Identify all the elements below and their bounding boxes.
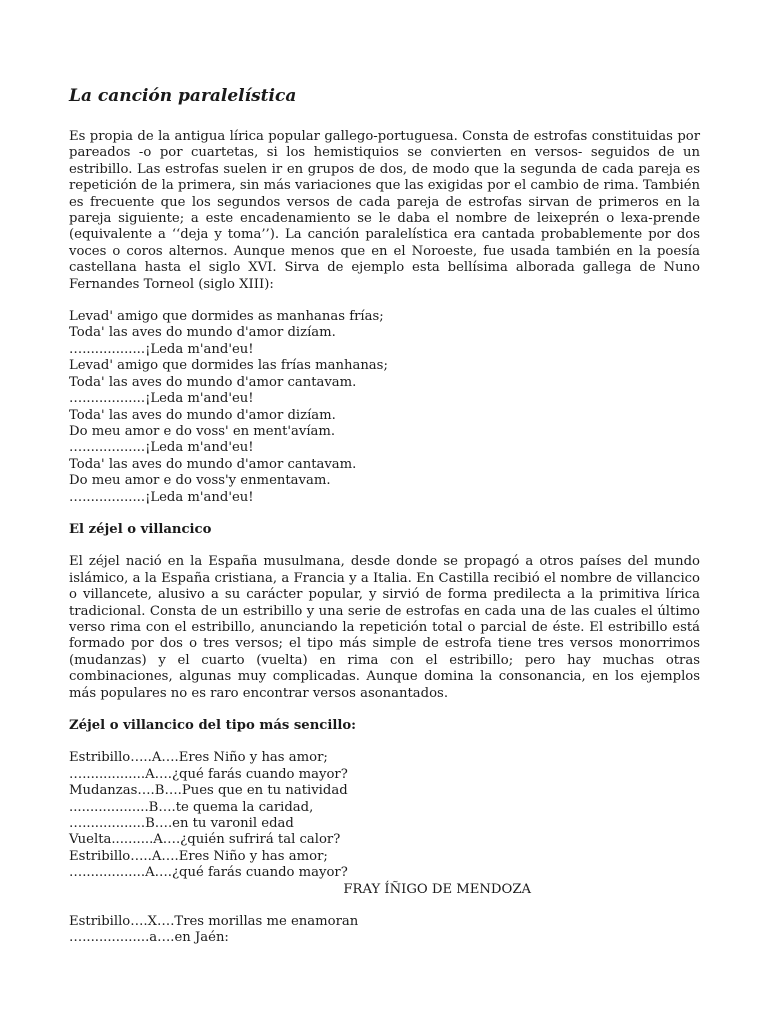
intro-paragraph: Es propia de la antigua lírica popular gallego-portuguesa. Consta de estrofas constituidas por pareados -o por cuartetas, si los hemistiquios se convierten en versos- seguidos de un estribillo. Las estrofas suelen ir en grupos de dos, de modo que la segunda de cada pareja es repetición de la primera, sin más variaciones que las exigidas por el cambio de rima. También es frecuente que los segundos versos de cada pareja de estrofas sirvan de primeros en la pareja siguiente; a este encadenamiento se le daba el nombre de leixeprén o lexa-prende (equivalente a ‘‘deja y toma’’). La canción paralelística era cantada probablemente por dos voces o coros alternos. Aunque menos que en el Noroeste, fue usada también en la poesía castellana hasta el siglo XVI. Sirva de ejemplo esta bellísima alborada gallega de Nuno Fernandes Torneol (siglo XIII): — [69, 129, 700, 292]
document-content — [69, 84, 700, 947]
verse-line: Mudanzas….B….Pues que en tu natividad — [69, 783, 348, 799]
verse-line: Toda' las aves do mundo d'amor cantavam. — [69, 456, 357, 472]
verse-line: …...............¡Leda m'and'eu! — [69, 489, 254, 505]
verse-line: Estribillo….X….Tres morillas me enamoran — [69, 914, 359, 930]
verse-line: ...................B….te quema la caridad, — [69, 799, 314, 815]
verse-line: Estribillo…..A….Eres Niño y has amor; — [69, 750, 328, 766]
verse-line: Estribillo…..A….Eres Niño y has amor; — [69, 848, 328, 864]
section-heading-zejel: El zéjel o villancico — [69, 521, 212, 537]
verse-line: …................a….en Jaén: — [69, 930, 229, 946]
poem-morillas — [69, 914, 700, 947]
verse-line: Do meu amor e do voss' en ment'avíam. — [69, 423, 336, 439]
verse-line: Toda' las aves do mundo d'amor cantavam. — [69, 374, 357, 390]
page-title: La canción paralelística — [69, 86, 297, 106]
verse-line: …...............¡Leda m'and'eu! — [69, 440, 254, 456]
verse-line: Toda' las aves do mundo d'amor dizíam. — [69, 407, 336, 423]
verse-line: …...............B….en tu varonil edad — [69, 816, 294, 832]
zejel-paragraph: El zéjel nació en la España musulmana, desde donde se propagó a otros países del mundo islámico, a la España cristiana, a Francia y a Italia. En Castilla recibió el nombre de villancico o villancete, alusivo a su carácter popular, y sirvió de forma predilecta a la primitiva lírica tradicional. Consta de un estribillo y una serie de estrofas en cada una de las cuales el último verso rima con el estribillo, anunciando la repetición total o parcial de éste. El estribillo está formado por dos o tres versos; el tipo más simple de estrofa tiene tres versos monorrimos (mudanzas) y el cuarto (vuelta) en rima con el estribillo; pero hay muchas otras combinaciones, algunas muy complicadas. Aunque domina la consonancia, en los ejemplos más populares no es raro encontrar versos asonantados. — [69, 554, 700, 701]
poem-alborada — [69, 309, 700, 506]
verse-line: Levad' amigo que dormides las frías manhanas; — [69, 358, 388, 374]
verse-line: Vuelta..........A….¿quién sufrirá tal calor? — [69, 832, 341, 848]
verse-line: Levad' amigo que dormides as manhanas frías; — [69, 309, 384, 325]
section-heading-zejel-simple: Zéjel o villancico del tipo más sencillo: — [69, 718, 357, 733]
verse-line: …...............¡Leda m'and'eu! — [69, 341, 254, 357]
verse-line: …...............A….¿qué farás cuando mayor? — [69, 766, 348, 782]
poem-villancico — [69, 750, 700, 881]
verse-line: …...............¡Leda m'and'eu! — [69, 391, 254, 407]
verse-line: Do meu amor e do voss'y enmentavam. — [69, 473, 331, 489]
verse-line: Toda' las aves do mundo d'amor dizíam. — [69, 325, 336, 341]
author-attribution: FRAY ÍÑIGO DE MENDOZA — [343, 881, 531, 897]
verse-line: …...............A….¿qué farás cuando mayor? — [69, 865, 348, 881]
